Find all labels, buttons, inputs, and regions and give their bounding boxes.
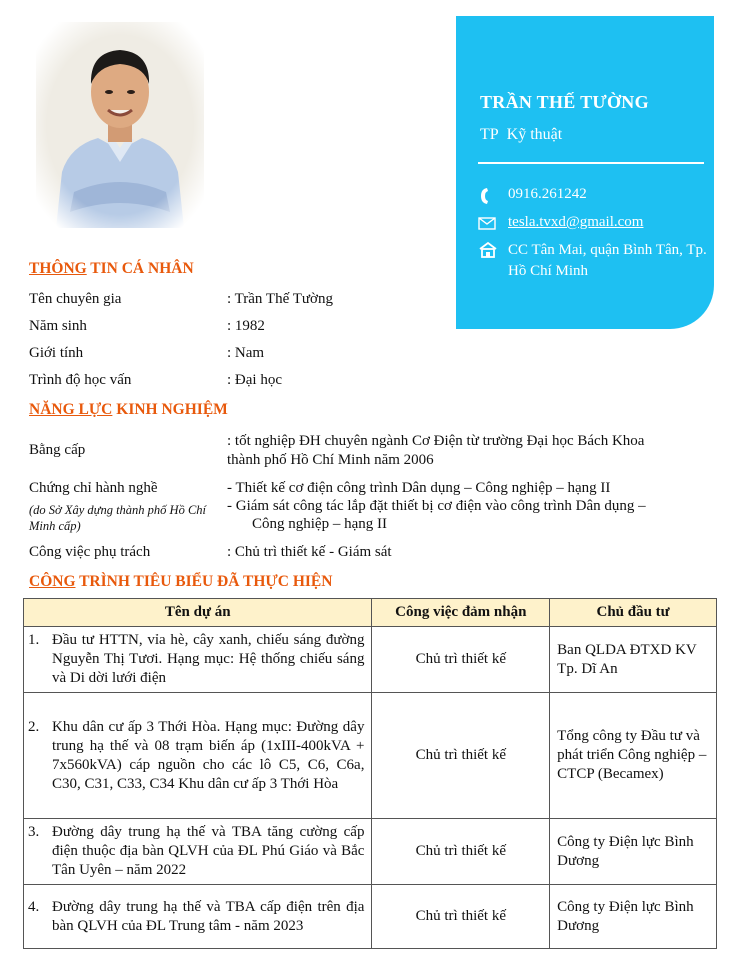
info-value-birth-year: : 1982 xyxy=(227,318,265,334)
project-name: Đường dây trung hạ thế và TBA cấp điện trên địa bàn QLVH của ĐL Trung tâm - năm 2023 xyxy=(52,898,365,934)
info-label-birth-year: Năm sinh xyxy=(29,318,87,334)
header-role: Công việc đảm nhận xyxy=(372,599,550,627)
row-number: 3. xyxy=(28,824,40,840)
role-position: TP xyxy=(480,126,499,143)
project-role: Chủ trì thiết kế xyxy=(372,627,550,693)
degree-label: Bằng cấp xyxy=(29,442,86,458)
header-project-name: Tên dự án xyxy=(24,599,372,627)
degree-line-1: : tốt nghiệp ĐH chuyên ngành Cơ Điện từ trường Đại học Bách Khoa xyxy=(227,433,645,449)
table-row xyxy=(24,693,717,819)
section-personal-title-rest: TIN CÁ NHÂN xyxy=(86,260,194,277)
phone-number: 0916.261242 xyxy=(508,186,587,202)
degree-line-2: thành phố Hồ Chí Minh năm 2006 xyxy=(227,452,434,468)
header-owner: Chủ đầu tư xyxy=(550,599,717,627)
table-row xyxy=(24,885,717,949)
mail-icon xyxy=(478,214,498,234)
info-value-education: : Đại học xyxy=(227,372,282,388)
row-number: 1. xyxy=(28,632,40,648)
certificate-item-2-cont: Công nghiệp – hạng II xyxy=(252,516,387,532)
role-department: Kỹ thuật xyxy=(506,126,563,143)
email-link[interactable]: tesla.tvxd@gmail.com xyxy=(508,214,644,230)
portrait-illustration xyxy=(36,22,204,228)
info-label-name: Tên chuyên gia xyxy=(29,291,122,307)
section-projects-title-underlined: CÔNG xyxy=(29,573,76,590)
project-role: Chủ trì thiết kế xyxy=(372,693,550,819)
project-name: Đường dây trung hạ thế và TBA tăng cường cấp điện thuộc địa bàn QLVH của ĐL Phú Giáo và Bắc Tân Uyên – năm 2022 xyxy=(52,824,365,878)
project-role: Chủ trì thiết kế xyxy=(372,885,550,949)
duty-label: Công việc phụ trách xyxy=(29,544,151,560)
projects-table xyxy=(23,598,717,949)
project-name: Khu dân cư ấp 3 Thới Hòa. Hạng mục: Đường dây trung hạ thế và 08 trạm biến áp (1xIII-400kVA + 7x560kVA) cáp nguồn cho các lô C5, C6, C6a, C30, C31, C33, C34 Khu dân cư ấp 3 Thới Hòa xyxy=(52,718,365,792)
card-divider xyxy=(478,162,704,164)
info-label-gender: Giới tính xyxy=(29,345,84,361)
certificate-note: (do Sở Xây dựng thành phố Hồ Chí Minh cấp) xyxy=(29,503,207,533)
section-experience-title-underlined: NĂNG LỰC xyxy=(29,401,113,418)
address-text: CC Tân Mai, quận Bình Tân, Tp. Hồ Chí Minh xyxy=(508,242,707,279)
project-role: Chủ trì thiết kế xyxy=(372,819,550,885)
project-name-cell xyxy=(24,819,372,885)
phone-icon xyxy=(478,186,498,206)
duty-value: : Chủ trì thiết kế - Giám sát xyxy=(227,544,392,560)
project-name-cell xyxy=(24,693,372,819)
section-projects-title-rest: TRÌNH TIÊU BIỂU ĐÃ THỰC HIỆN xyxy=(75,573,333,590)
certificate-label: Chứng chỉ hành nghề xyxy=(29,480,158,496)
project-owner: Công ty Điện lực Bình Dương xyxy=(550,885,717,949)
certificate-item-1: - Thiết kế cơ điện công trình Dân dụng – Công nghiệp – hạng II xyxy=(227,480,611,496)
project-owner: Tổng công ty Đầu tư và phát triển Công nghiệp – CTCP (Becamex) xyxy=(550,693,717,819)
contact-card xyxy=(456,16,714,329)
profile-photo xyxy=(36,22,204,228)
project-owner: Công ty Điện lực Bình Dương xyxy=(550,819,717,885)
project-name-cell xyxy=(24,885,372,949)
section-projects-title xyxy=(29,573,332,591)
info-value-name: : Trần Thế Tường xyxy=(227,291,333,307)
candidate-role xyxy=(480,126,562,144)
candidate-name: TRẦN THẾ TƯỜNG xyxy=(480,92,649,112)
project-name: Đầu tư HTTN, vỉa hè, cây xanh, chiếu sáng đường Nguyễn Thị Tươi. Hạng mục: Hệ thống chiếu sáng và Di dời lưới điện xyxy=(52,632,365,686)
section-personal-title xyxy=(29,260,194,278)
project-name-cell xyxy=(24,627,372,693)
projects-table-header xyxy=(24,599,717,627)
section-personal-title-underlined: THÔNG xyxy=(29,260,87,277)
table-row xyxy=(24,819,717,885)
table-row xyxy=(24,627,717,693)
section-experience-title-rest: KINH NGHIỆM xyxy=(112,401,228,418)
certificate-item-2: - Giám sát công tác lắp đặt thiết bị cơ điện vào công trình Dân dụng – xyxy=(227,498,646,514)
row-number: 2. xyxy=(28,718,40,735)
project-owner: Ban QLDA ĐTXD KV Tp. Dĩ An xyxy=(550,627,717,693)
section-experience-title xyxy=(29,401,228,419)
info-value-gender: : Nam xyxy=(227,345,265,361)
info-label-education: Trình độ học vấn xyxy=(29,372,132,388)
home-address-icon xyxy=(478,240,498,260)
row-number: 4. xyxy=(28,898,40,915)
